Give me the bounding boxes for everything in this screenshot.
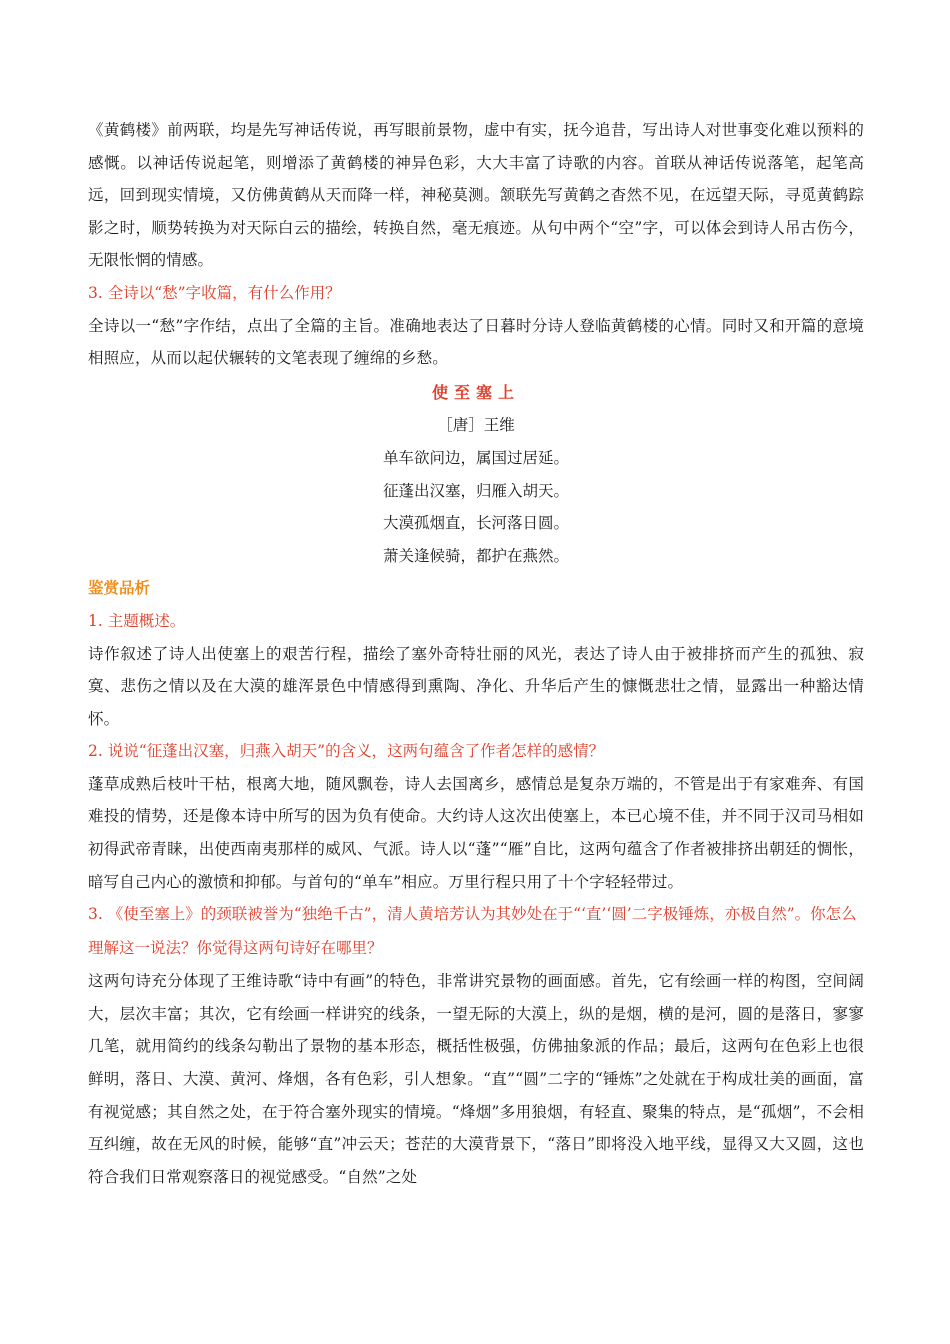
prev-question-3: 3. 全诗以“愁”字收篇，有什么作用？ [88,283,341,302]
poem-block [88,377,864,573]
poem-author: ［唐］王维 [437,416,515,435]
analysis-heading: 鉴赏品析 [88,578,151,598]
analysis-question-2: 2. 说说“征蓬出汉塞，归燕入胡天”的含义，这两句蕴含了作者怎样的感情？ [88,742,605,761]
analysis-answer-3: 这两句诗充分体现了王维诗歌“诗中有画”的特色，非常讲究景物的画面感。首先，它有绘画一样的构图，空间阔大，层次丰富；其次，它有绘画一样讲究的线条，一望无际的大漠上，纵的是烟，横的是河，圆的是落日，寥寥几笔，就用简约的线条勾勒出了景物的基本形态，概括性极强，仿佛抽象派的作品；最后，这两句在色彩上也很鲜明，落日、大漠、黄河、烽烟，各有色彩，引人想象。“直”“圆”二字的“锤炼”之处就在于构成壮美的画面，富有视觉感；其自然之处，在于符合塞外现实的情境。“烽烟”多用狼烟，有轻直、聚集的特点，是“孤烟”，不会相互纠缠，故在无风的时候，能够“直”冲云天；苍茫的大漠背景下，“落日”即将没入地平线，显得又大又圆，这也符合我们日常观察落日的视觉感受。“自然”之处 [88,972,864,1186]
poem-line: 萧关逢候骑，都护在燕然。 [382,546,569,565]
intro-paragraph: 《黄鹤楼》前两联，均是先写神话传说，再写眼前景物，虚中有实，抚今追昔，写出诗人对世事变化难以预料的感慨。以神话传说起笔，则增添了黄鹤楼的神异色彩，大大丰富了诗歌的内容。首联从神话传说落笔，起笔高远，回到现实情境，又仿佛黄鹤从天而降一样，神秘莫测。颔联先写黄鹤之杳然不见，在远望天际，寻觅黄鹤踪影之时，顺势转换为对天际白云的描绘，转换自然，毫无痕迹。从句中两个“空”字，可以体会到诗人吊古伤今，无限怅惘的情感。 [88,121,864,270]
analysis-question-3: 3. 《使至塞上》的颈联被誉为“独绝千古”，清人黄培芳认为其妙处在于“‘直’‘圆’二字极锤炼，亦极自然”。你怎么理解这一说法？你觉得这两句诗好在哪里？ [88,905,857,957]
prev-answer-3: 全诗以一“愁”字作结，点出了全篇的主旨。准确地表达了日暮时分诗人登临黄鹤楼的心情。同时又和开篇的意境相照应，从而以起伏辗转的文笔表现了缠绵的乡愁。 [88,316,864,368]
poem-title: 使至塞上 [431,382,520,402]
document-page [88,114,864,1193]
poem-line: 大漠孤烟直，长河落日圆。 [382,514,569,533]
analysis-answer-1: 诗作叙述了诗人出使塞上的艰苦行程，描绘了塞外奇特壮丽的风光，表达了诗人由于被排挤而产生的孤独、寂寞、悲伤之情以及在大漠的雄浑景色中情感得到熏陶、净化、升华后产生的慷慨悲壮之情，显露出一种豁达情怀。 [88,644,864,728]
poem-line: 单车欲问边，属国过居延。 [382,448,569,467]
poem-line: 征蓬出汉塞，归雁入胡天。 [382,481,569,500]
analysis-answer-2: 蓬草成熟后枝叶干枯，根离大地，随风飘卷，诗人去国离乡，感情总是复杂万端的，不管是出于有家难奔、有国难投的情势，还是像本诗中所写的因为负有使命。大约诗人这次出使塞上，本已心境不佳，并不同于汉司马相如初得武帝青睐，出使西南夷那样的威风、气派。诗人以“蓬”“雁”自比，这两句蕴含了作者被排挤出朝廷的惆怅，暗写自己内心的激愤和抑郁。与首句的“单车”相应。万里行程只用了十个字轻轻带过。 [88,774,864,891]
analysis-question-1: 1. 主题概述。 [88,611,186,630]
